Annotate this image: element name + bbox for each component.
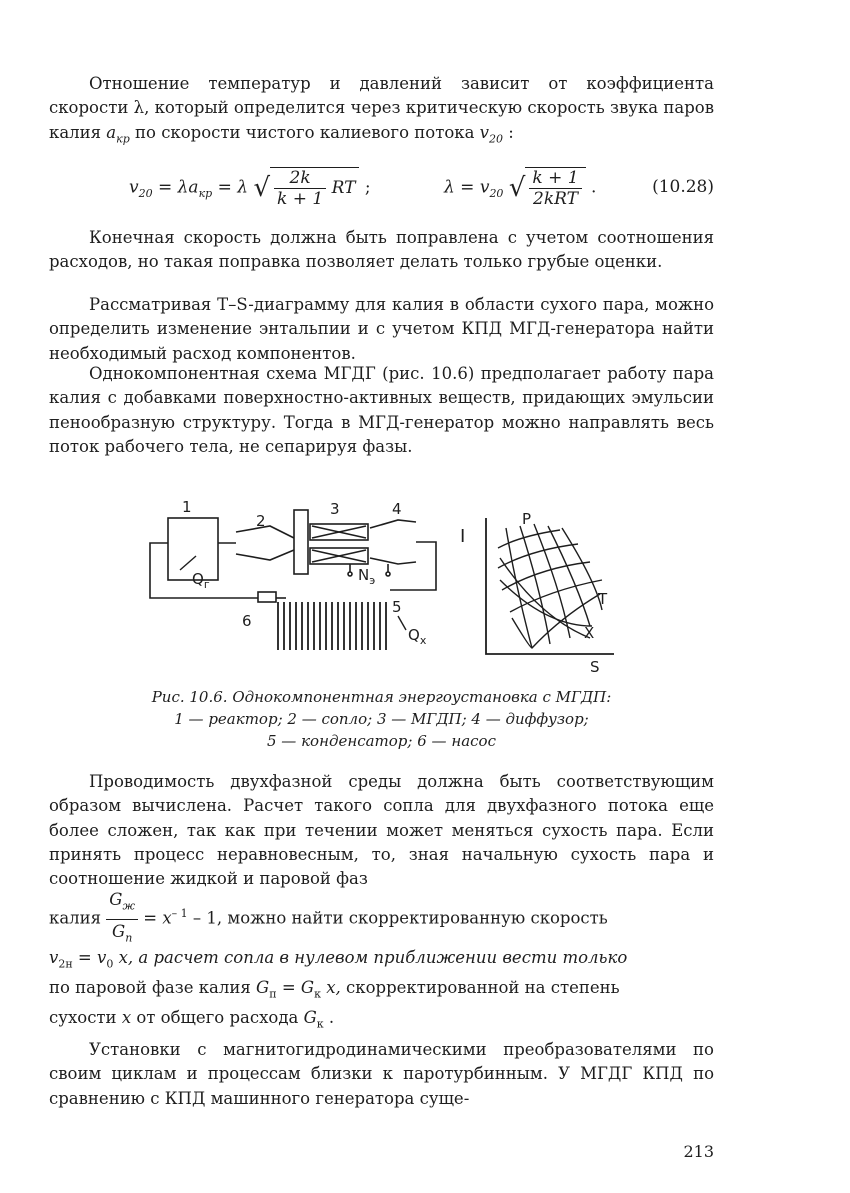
caption-line-2: 1 — реактор; 2 — сопло; 3 — МГДП; 4 — диффузор; xyxy=(174,710,589,728)
symbol-a-kr: $a_{кр}$ xyxy=(106,122,130,145)
axis-i-label: I xyxy=(460,526,466,547)
figure-diagram xyxy=(120,498,640,678)
paragraph-4: Однокомпонентная схема МГДГ (рис. 10.6) предполагает работу пара калия с добавками поверхностно-активных веществ, придающих эмульсии пенообразную структуру. Тогда в МГД-генератор можно направлять весь поток рабочего тела, не сепарируя фазы. xyxy=(49,364,714,456)
symbol-v20: $v_{20}$ xyxy=(479,122,503,145)
equation-lhs: $v_{20} = \lambda a_{кр} = \lambda$ √ $\frac{2k}{k + 1}$ RT ; xyxy=(129,168,371,209)
paragraph-5: Проводимость двухфазной среды должна быть соответствующим образом вычислена. Расчет такого сопла для двухфазного потока еще более сложен, так как при течении может меняться сухость пара. Если принять процесс неравновесным, то, зная начальную сухость пара и соотношение жидкой и паровой фаз xyxy=(49,772,714,889)
caption-line-1: Рис. 10.6. Однокомпонентная энергоустановка с МГДП: xyxy=(151,688,612,706)
paragraph-7-line: $v_{2н} = v_0$ x, а расчет сопла в нулевом приближении вести только xyxy=(49,948,628,971)
qg-arrow xyxy=(180,556,196,570)
page-number: 213 xyxy=(683,1142,714,1161)
pump-box xyxy=(258,592,276,602)
label-qx: $Q_х$ xyxy=(408,626,427,647)
equation-10-28 xyxy=(49,163,714,219)
condenser-lines xyxy=(278,602,386,650)
paragraph-1-text: Отношение температур и давлений зависит от коэффициента скорости λ, который определится через критическую скорость звука паров калия xyxy=(49,74,714,142)
label-5: 5 xyxy=(392,598,402,616)
paragraph-3: Рассматривая T–S-диаграмму для калия в области сухого пара, можно определить изменение энтальпии и с учетом КПД МГД-генератора найти необходимый расход компонентов. xyxy=(49,295,714,363)
figure-caption xyxy=(49,686,714,752)
mhd-electrode xyxy=(294,510,308,574)
fraction-gzh-gp: $\frac{G_ж}{G_п}$ xyxy=(106,888,138,950)
paragraph-10: Установки с магнитогидродинамическими преобразователями по своим циклам и процессам близки к паротурбинным. У МГДГ КПД по сравнению с КПД машинного генератора суще- xyxy=(49,1040,714,1108)
label-6: 6 xyxy=(242,612,252,630)
paragraph-1: Отношение температур и давлений зависит от коэффициента скорости λ, который определится через критическую скорость звука паров калия $a_{кр}$ по скорости чистого калиевого потока $v_{20}$ : xyxy=(49,74,714,145)
paragraph-2: Конечная скорость должна быть поправлена с учетом соотношения расходов, но такая поправка позволяет делать только грубые оценки. xyxy=(49,228,714,272)
equation-rhs: $\lambda = v_{20}$ √ $\frac{k + 1}{\text{2kRT}}$ . xyxy=(444,168,597,209)
paragraph-9-line: сухости x от общего расхода $G_к$ . xyxy=(49,1008,335,1031)
paragraph-6-line: калия $\frac{G_ж}{G_п}$ = $x^{- 1} - 1$, можно найти скорректированную скорость xyxy=(49,888,714,950)
caption-line-3: 5 — конденсатор; 6 — насос xyxy=(267,732,496,750)
label-3: 3 xyxy=(330,500,340,518)
label-x: X xyxy=(584,624,595,642)
label-p: P xyxy=(522,510,532,528)
figure-10-6 xyxy=(120,498,640,678)
axis-s-label: S xyxy=(590,658,600,676)
label-t: T xyxy=(598,590,608,608)
paragraph-1-mid: по скорости чистого калиевого потока xyxy=(135,122,475,142)
paragraph-8-line: по паровой фазе калия $G_п = G_к$ x, скорректированной на степень xyxy=(49,978,620,1001)
label-4: 4 xyxy=(392,500,402,518)
label-1: 1 xyxy=(182,498,192,516)
equation-number: (10.28) xyxy=(652,177,714,197)
label-ne: $N_э$ xyxy=(358,566,376,587)
label-2: 2 xyxy=(256,512,266,530)
label-qg: $Q_г$ xyxy=(192,570,210,591)
qx-arrow xyxy=(398,616,406,630)
